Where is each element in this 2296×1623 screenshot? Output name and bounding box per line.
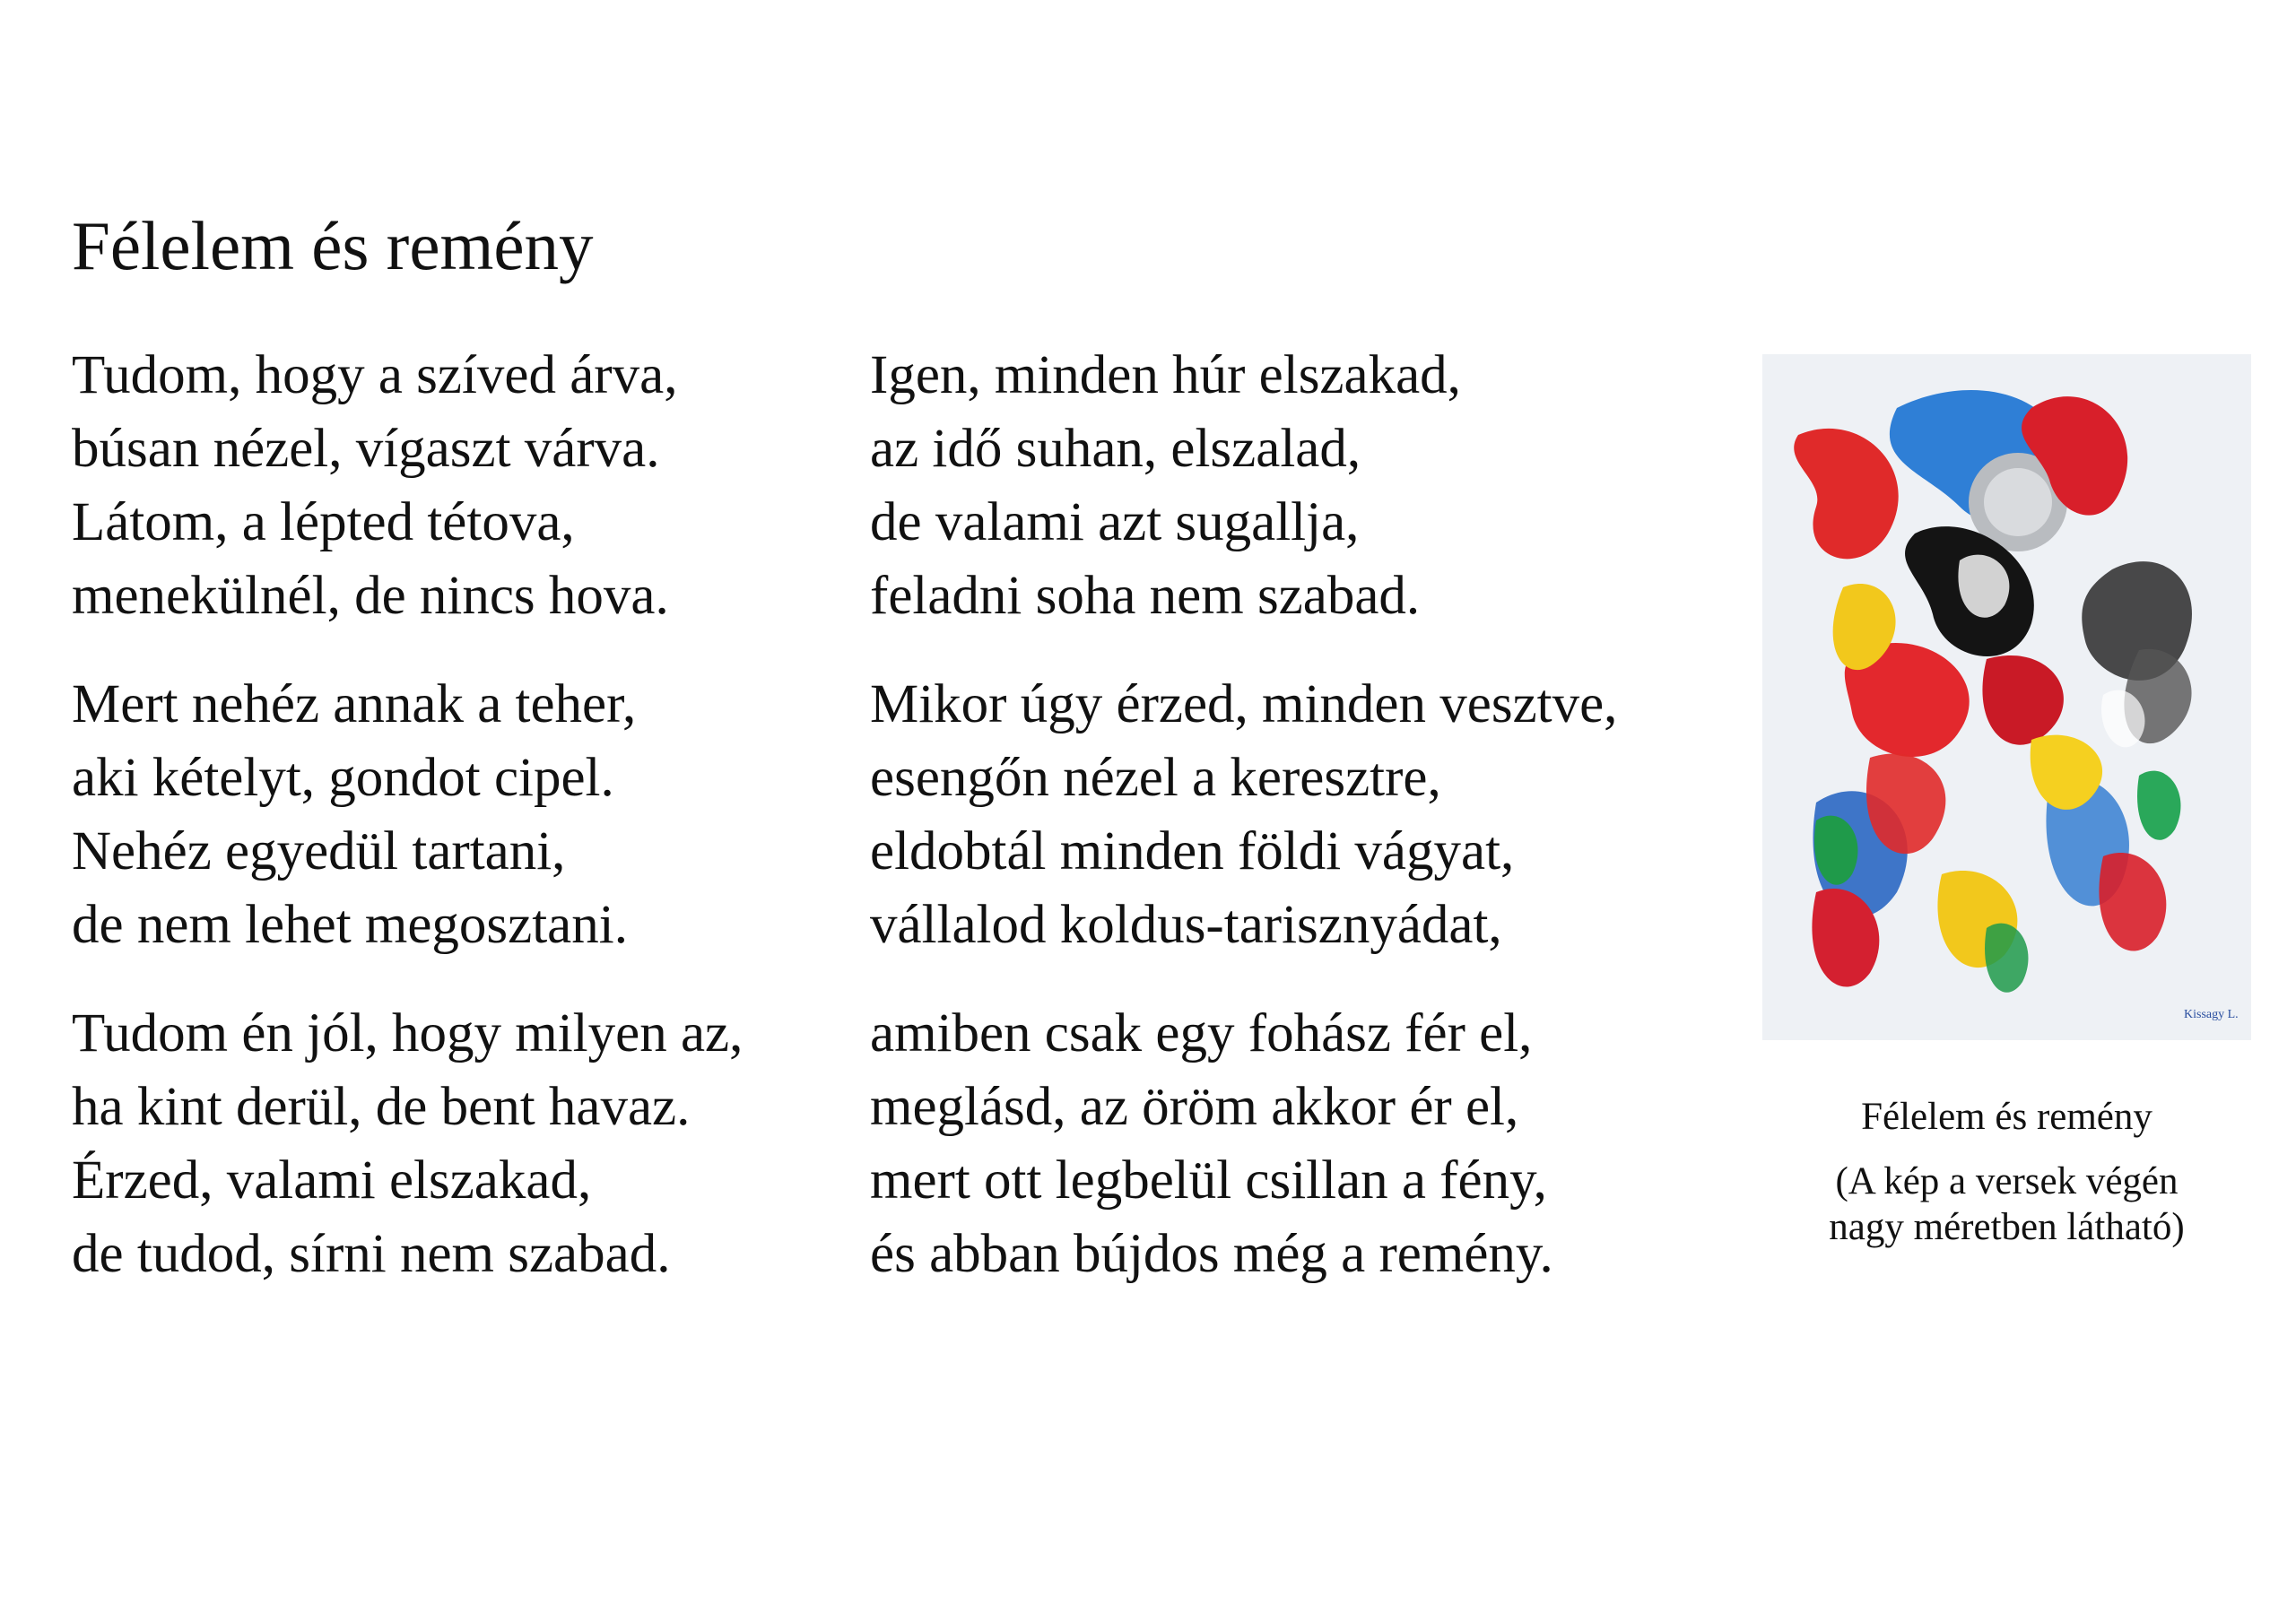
stanza: [72, 339, 879, 633]
painting-signature: Kissagy L.: [2184, 1008, 2239, 1021]
poem-line: Látom, a lépted tétova,: [72, 492, 575, 552]
poem-line: Érzed, valami elszakad,: [72, 1150, 592, 1211]
poem-line: búsan nézel, vígaszt várva.: [72, 419, 660, 479]
poem-line: eldobtál minden földi vágyat,: [870, 821, 1515, 881]
poem-line: de nem lehet megosztani.: [72, 895, 628, 955]
stanza: [72, 997, 879, 1291]
stanza: [870, 997, 1731, 1291]
poem-line: Tudom, hogy a szíved árva,: [72, 345, 678, 405]
stanza: [870, 668, 1731, 962]
abstract-painting: [1762, 354, 2251, 1040]
caption-note-line: nagy méretben látható): [1829, 1206, 2185, 1249]
poem-line: Tudom én jól, hogy milyen az,: [72, 1003, 744, 1063]
poem-column-right: [870, 339, 1731, 1326]
poem-line: vállalod koldus-tarisznyádat,: [870, 895, 1502, 955]
caption-title: Félelem és remény: [1861, 1096, 2152, 1138]
poem-line: Mert nehéz annak a teher,: [72, 674, 637, 734]
poem-line: Igen, minden húr elszakad,: [870, 345, 1461, 405]
poem-line: feladni soha nem szabad.: [870, 566, 1421, 626]
poem-line: és abban bújdos még a remény.: [870, 1224, 1553, 1284]
figure-caption: [1762, 1094, 2251, 1251]
poem-title: Félelem és remény: [72, 207, 594, 284]
poem-line: meglásd, az öröm akkor ér el,: [870, 1077, 1519, 1137]
poem-line: az idő suhan, elszalad,: [870, 419, 1361, 479]
poem-line: aki kételyt, gondot cipel.: [72, 748, 614, 808]
poem-line: menekülnél, de nincs hova.: [72, 566, 669, 626]
stanza: [870, 339, 1731, 633]
poem-line: de tudod, sírni nem szabad.: [72, 1224, 671, 1284]
poem-line: ha kint derül, de bent havaz.: [72, 1077, 691, 1137]
poem-line: de valami azt sugallja,: [870, 492, 1360, 552]
painting-figure: [1762, 354, 2251, 1251]
poem-line: mert ott legbelül csillan a fény,: [870, 1150, 1547, 1211]
caption-note-line: (A kép a versek végén: [1835, 1159, 2179, 1202]
poem-column-left: [72, 339, 879, 1326]
poem-line: amiben csak egy fohász fér el,: [870, 1003, 1533, 1063]
poem-line: esengőn nézel a keresztre,: [870, 748, 1441, 808]
stanza: [72, 668, 879, 962]
poem-line: Nehéz egyedül tartani,: [72, 821, 566, 881]
poem-line: Mikor úgy érzed, minden vesztve,: [870, 674, 1618, 734]
